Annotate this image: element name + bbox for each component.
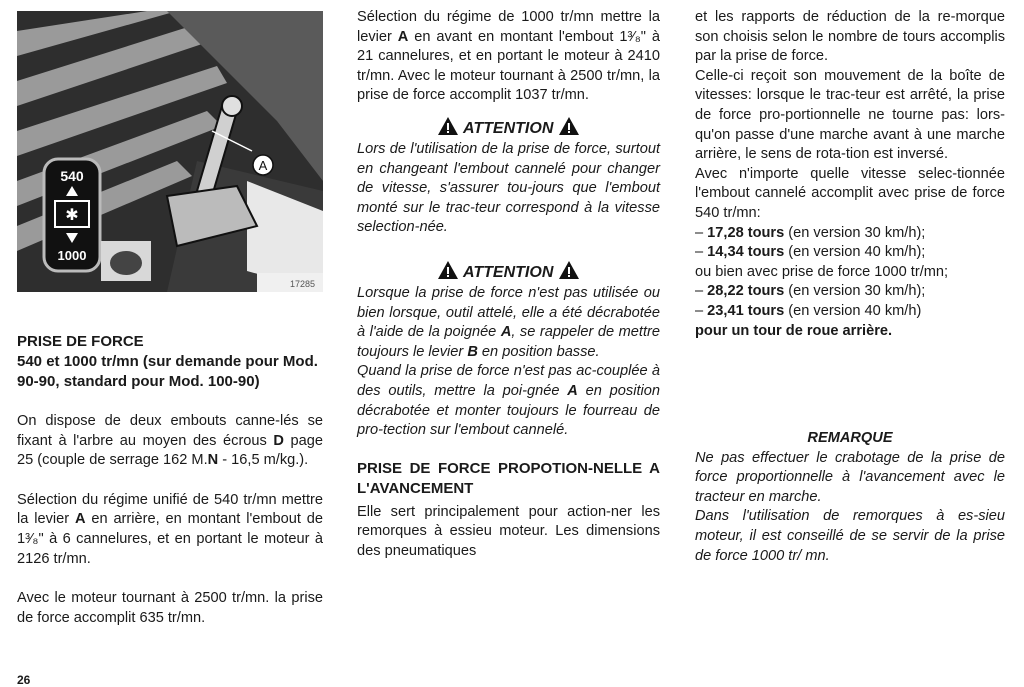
warning-icon xyxy=(558,260,580,280)
selector-label-1000: 1000 xyxy=(57,248,87,263)
figure-reference-number: 17285 xyxy=(289,279,315,289)
warning-icon xyxy=(437,260,459,280)
list-item: – 17,28 tours (en version 30 km/h); xyxy=(695,224,926,241)
paragraph-movement: Celle-ci reçoit son mouvement de la boîte de vitesses: lorsque le trac-teur est arrêté, la prise de force pro-portionnelle ne tourne pas: lors-qu'on passe d'une marche avant à une marche arrière, le sens de rota-tion est inversé. xyxy=(695,67,1005,163)
list-item: – 28,22 tours (en version 30 km/h); xyxy=(695,283,926,300)
warning-text-2: Lorsque la prise de force n'est pas utilisée ou bien lorsque, outil attelé, elle a été décrabotée à l'aide de la poignée A, se rappeler de mettre toujours le levier B en position basse. xyxy=(357,284,660,360)
pto-lever-illustration xyxy=(17,11,323,292)
column-left xyxy=(17,332,323,628)
warning-text-1: Lors de l'utilisation de la prise de force, surtout en changeant l'embout cannelé pour changer de vitesse, s'assurer tou-jours que l'embout monté sur le trac-teur correspond à la vitesse selection-née. xyxy=(357,140,660,236)
remark-title: REMARQUE xyxy=(807,430,893,447)
gear-icon: ✱ xyxy=(65,207,79,224)
paragraph-per-wheel-turn: pour un tour de roue arrière. xyxy=(695,322,893,339)
callout-letter-a: A xyxy=(258,158,268,173)
paragraph-ratios: et les rapports de réduction de la re-morque son choisis selon le nombre de tours accomplis par la prise de force. xyxy=(695,9,1005,65)
paragraph-1000-selection: Sélection du régime de 1000 tr/mn mettre la levier A en avant en montant l'embout 1³⁄₈" à 21 cannelures, et en portant le moteur à 2410 tr/mn. Avec le moteur tournant à 2500 tr/mn, la prise de force accomplit 1037 tr/mn. xyxy=(357,9,660,104)
paragraph-or-1000: ou bien avec prise de force 1000 tr/mn; xyxy=(695,263,949,280)
section-heading-proportional: PRISE DE FORCE PROPOTION-NELLE A L'AVANCEMENT xyxy=(357,459,660,497)
remark-text-1: Ne pas effectuer le crabotage de la prise de force proportionnelle à l'avancement avec le tracteur en marche. xyxy=(695,449,1005,505)
paragraph-proportional: Elle sert principalement pour action-ner les remorques à essieu moteur. Les dimensions des pneumatiques xyxy=(357,503,660,559)
selector-label-540: 540 xyxy=(60,168,84,184)
page-number: 26 xyxy=(17,673,31,687)
warning-icon xyxy=(437,116,459,136)
warning-text-3: Quand la prise de force n'est pas ac-couplée à des outils, mettre la poi-gnée A en position décrabotée et monter toujours le fourreau de pro-tection sur l'embout cannelé. xyxy=(357,363,660,439)
paragraph-any-speed: Avec n'importe quelle vitesse selec-tionnée l'embout cannelé accomplit avec prise de force 540 tr/mn: xyxy=(695,165,1005,221)
column-middle xyxy=(357,8,660,561)
paragraph-540-output: Avec le moteur tournant à 2500 tr/mn. la prise de force accomplit 635 tr/mn. xyxy=(17,590,323,626)
warning-icon xyxy=(558,116,580,136)
remark-text-2: Dans l'utilisation de remorques à es-sieu moteur, il est conseillé de se servir de la prise de force 1000 tr/ mn. xyxy=(695,508,1005,564)
attention-heading-2: ATTENTION xyxy=(357,260,660,284)
list-item: – 23,41 tours (en version 40 km/h) xyxy=(695,302,922,319)
paragraph-540-selection: Sélection du régime unifié de 540 tr/mn mettre la levier A en arrière, en montant l'embout de 1³⁄₈" à 6 cannelures, et en portant le moteur à 2126 tr/mn. xyxy=(17,491,323,567)
section-subheading: 540 et 1000 tr/mn (sur demande pour Mod. 90-90, standard pour Mod. 100-90) xyxy=(17,353,318,390)
paragraph-embouts: On dispose de deux embouts canne-lés se fixant à l'arbre au moyen des écrous D page 25 (couple de serrage 162 M.N - 16,5 m/kg.). xyxy=(17,413,323,469)
list-item: – 14,34 tours (en version 40 km/h); xyxy=(695,244,926,261)
attention-heading-1: ATTENTION xyxy=(357,116,660,140)
column-right xyxy=(695,8,1005,566)
pto-lever-photo xyxy=(17,11,323,292)
section-heading: PRISE DE FORCE xyxy=(17,333,144,350)
